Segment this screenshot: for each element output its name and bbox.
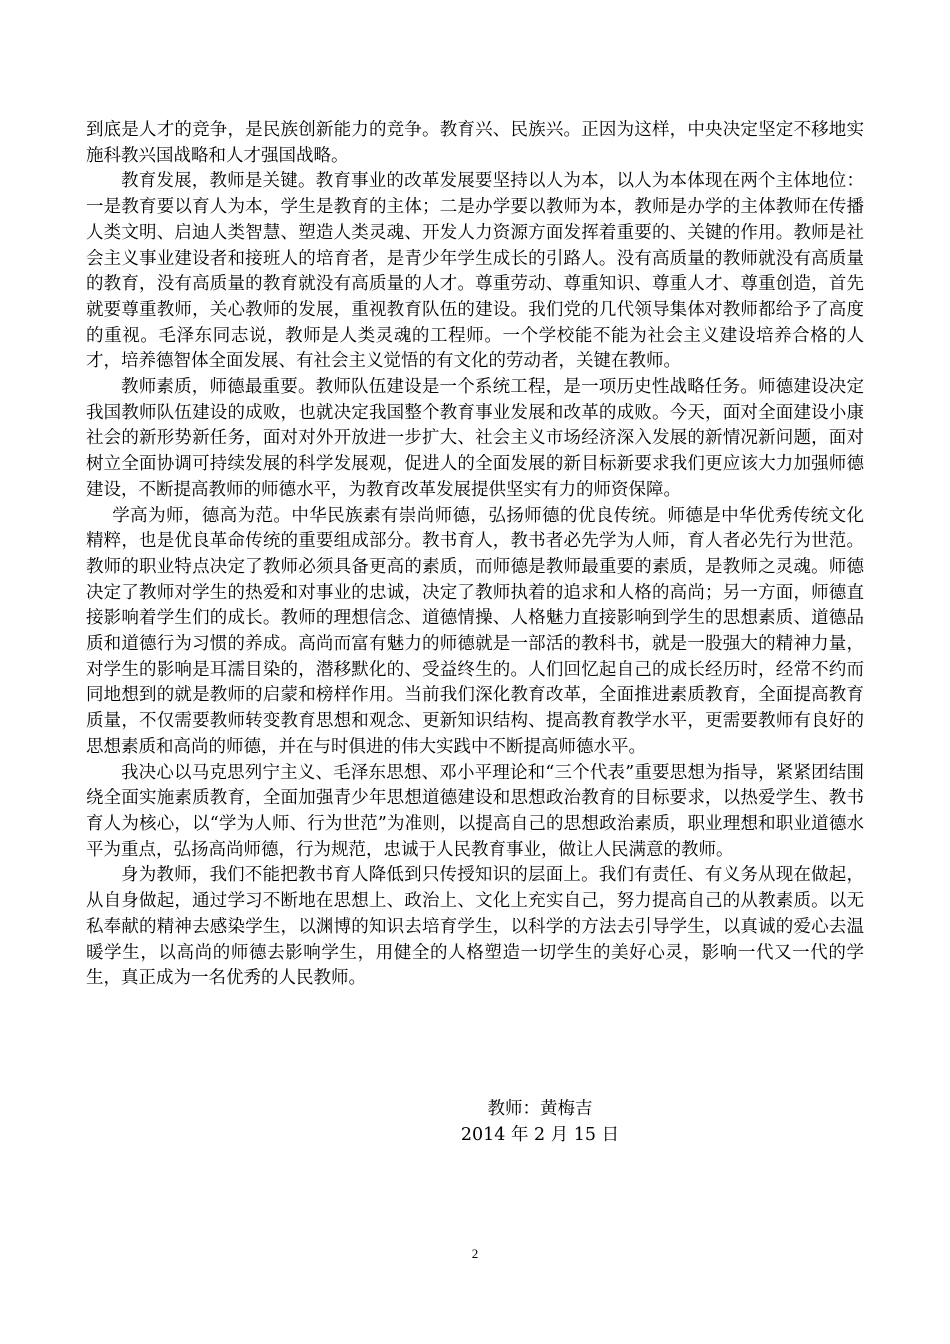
paragraph-4: 学高为师，德高为范。中华民族素有崇尚师德，弘扬师德的优良传统。师德是中华优秀传统文化精粹，也是优良革命传统的重要组成部分。教书育人，教书者必先学为人师，育人者必先行为世范。教师的职业特点决定了教师必须具备更高的素质，而师德是教师最重要的素质，是教师之灵魂。师德决定了教师对学生的热爱和对事业的忠诚，决定了教师执着的追求和人格的高尚；另一方面，师德直接影响着学生们的成长。教师的理想信念、道德情操、人格魅力直接影响到学生的思想素质、道德品质和道德行为习惯的养成。高尚而富有魅力的师德就是一部活的教科书，就是一股强大的精神力量，对学生的影响是耳濡目染的，潜移默化的、受益终生的。人们回忆起自己的成长经历时，经常不约而同地想到的就是教师的启蒙和榜样作用。当前我们深化教育改革，全面推进素质教育，全面提高教育质量，不仅需要教师转变教育思想和观念、更新知识结构、提高教育教学水平，更需要教师有良好的思想素质和高尚的师德，并在与时俱进的伟大实践中不断提高师德水平。 — [86, 505, 864, 757]
document-body — [86, 118, 864, 992]
page-number: 2 — [471, 1246, 479, 1261]
paragraph-3: 教师素质，师德最重要。教师队伍建设是一个系统工程，是一项历史性战略任务。师德建设决定我国教师队伍建设的成败，也就决定我国整个教育事业发展和改革的成败。今天，面对全面建设小康社会的新形势新任务，面对对外开放进一步扩大、社会主义市场经济深入发展的新情况新问题，面对树立全面协调可持续发展的科学发展观，促进人的全面发展的新目标新要求我们更应该大力加强师德建设，不断提高教师的师德水平，为教育改革发展提供坚实有力的师资保障。 — [86, 377, 864, 500]
paragraph-6: 身为教师，我们不能把教书育人降低到只传授知识的层面上。我们有责任、有义务从现在做起，从自身做起，通过学习不断地在思想上、政治上、文化上充实自己，努力提高自己的从教素质。以无私奉献的精神去感染学生，以渊博的知识去培育学生，以科学的方法去引导学生，以真诚的爱心去温暖学生，以高尚的师德去影响学生，用健全的人格塑造一切学生的美好心灵，影响一代又一代的学生，真正成为一名优秀的人民教师。 — [86, 865, 864, 989]
signature-name: 教师：黄梅吉 — [487, 1099, 593, 1119]
signature-date: 2014 年 2 月 15 日 — [460, 1125, 620, 1145]
paragraph-5: 我决心以马克思列宁主义、毛泽东思想、邓小平理论和“三个代表”重要思想为指导，紧紧团结围绕全面实施素质教育，全面加强青少年思想道德建设和思想政治教育的目标要求，以热爱学生、教书育人为核心，以“学为人师、行为世范”为准则，以提高自己的思想政治素质，职业理想和职业道德水平为重点，弘扬高尚师德，行为规范，忠诚于人民教育事业，做让人民满意的教师。 — [86, 762, 864, 860]
paragraph-2: 教育发展，教师是关键。教育事业的改革发展要坚持以人为本，以人为本体现在两个主体地位：一是教育要以育人为本，学生是教育的主体；二是办学要以教师为本，教师是办学的主体教师在传播人类文明、启迪人类智慧、塑造人类灵魂、开发人力资源方面发挥着重要的、关键的作用。教师是社会主义事业建设者和接班人的培育者，是青少年学生成长的引路人。没有高质量的教师就没有高质量的教育，没有高质量的教育就没有高质量的人才。尊重劳动、尊重知识、尊重人才、尊重创造，首先就要尊重教师，关心教师的发展，重视教育队伍的建设。我们党的几代领导集体对教师都给予了高度的重视。毛泽东同志说，教师是人类灵魂的工程师。一个学校能不能为社会主义建设培养合格的人才，培养德智体全面发展、有社会主义觉悟的有文化的劳动者，关键在教师。 — [86, 171, 864, 372]
paragraph-1: 到底是人才的竞争，是民族创新能力的竞争。教育兴、民族兴。正因为这样，中央决定坚定不移地实施科教兴国战略和人才强国战略。 — [86, 120, 864, 166]
